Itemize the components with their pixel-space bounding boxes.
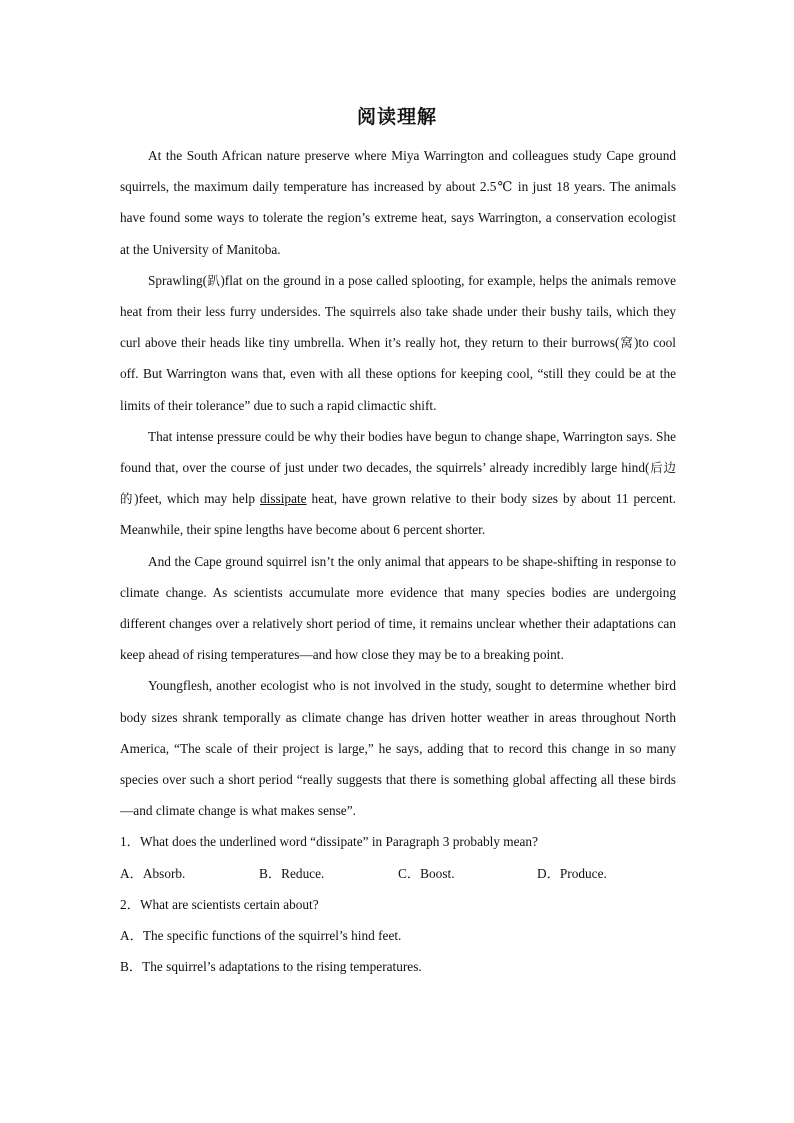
- paragraph-2-text-b: )flat on the ground in a pose called splooting, for example, helps the animals remove heat from their less furry undersides. The squirrels also take shade under their bushy tails, which they curl above their heads like tiny umbrella. When it’s really hot, they return to their burrows(: [120, 272, 676, 351]
- question-1-options: [120, 858, 676, 889]
- question-2-option-a: A．The specific functions of the squirrel’s hind feet.: [120, 928, 402, 944]
- question-1-option-d: D．Produce.: [537, 865, 607, 881]
- paragraph-5: Youngflesh, another ecologist who is not involved in the study, sought to determine whether bird body sizes shrank temporally as climate change has driven hotter weather in areas throughout North America, “The scale of their project is large,” he says, adding that to record this change in so many species over such a short period “really suggests that there is something global affecting all these birds—and climate change is what makes sense”.: [120, 678, 676, 819]
- question-1-stem: 1．What does the underlined word “dissipate” in Paragraph 3 probably mean?: [120, 834, 538, 850]
- paragraph-2-text-c: )to cool off. But Warrington wans that, even with all these options for keeping cool, “still they could be at the limits of their tolerance” due to such a rapid climactic shift.: [120, 335, 676, 413]
- paragraph-3-text-a: That intense pressure could be why their bodies have begun to change shape, Warrington says. She found that, over the course of just under two decades, the squirrels’ already incredibly large hind(: [120, 428, 676, 476]
- paragraph-4: And the Cape ground squirrel isn’t the only animal that appears to be shape-shifting in response to climate change. As scientists accumulate more evidence that many species bodies are undergoing different changes over a relatively short period of time, it remains unclear whether their adaptations can keep ahead of rising temperatures—and how close they may be to a breaking point.: [120, 553, 676, 663]
- gloss-houbiande: 后边的: [120, 460, 676, 507]
- question-2-option-b: B．The squirrel’s adaptations to the rising temperatures.: [120, 959, 422, 975]
- paragraph-2: [120, 265, 676, 421]
- paragraph-3-text-c: heat, have grown relative to their body sizes by about 11 percent. Meanwhile, their spine lengths have become about 6 percent shorter.: [120, 491, 676, 538]
- question-1-option-b: B．Reduce.: [259, 865, 325, 881]
- paragraph-3: [120, 421, 676, 546]
- question-2-stem: 2．What are scientists certain about?: [120, 896, 319, 912]
- page-title: 阅读理解: [356, 106, 437, 128]
- gloss-pa: 趴: [207, 272, 221, 288]
- gloss-wo: 窝: [619, 335, 634, 351]
- passage-body: [120, 140, 676, 982]
- paragraph-2-text-a: Sprawling(: [148, 272, 208, 288]
- underlined-word: dissipate: [260, 491, 307, 507]
- question-1-option-a: A．Absorb.: [120, 865, 186, 881]
- paragraph-3-text-b: )feet, which may help: [134, 491, 261, 507]
- paragraph-1: At the South African nature preserve where Miya Warrington and colleagues study Cape ground squirrels, the maximum daily temperature has increased by about 2.5℃ in just 18 years. The animals have found some ways to tolerate the region’s extreme heat, says Warrington, a conservation ecologist at the University of Manitoba.: [120, 148, 676, 257]
- question-1-option-c: C．Boost.: [398, 865, 455, 881]
